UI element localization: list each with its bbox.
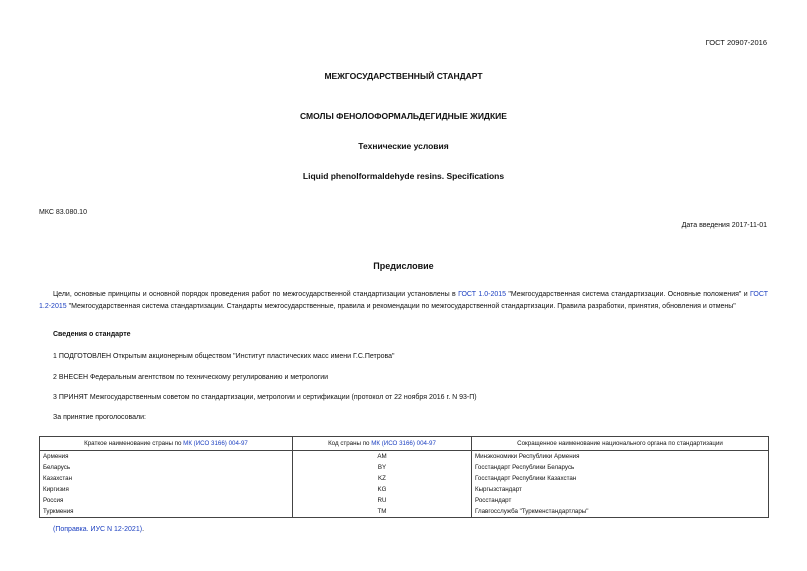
document-code: ГОСТ 20907-2016	[705, 38, 767, 47]
country-cell: Беларусь	[40, 462, 293, 473]
table-row	[40, 506, 769, 518]
code-cell: RU	[293, 495, 472, 506]
body-cell: Минэкономики Республики Армения	[472, 451, 769, 463]
iso-classifier-link[interactable]: МК (ИСО 3166) 004-97	[183, 440, 248, 447]
header-code	[293, 437, 472, 451]
info-item-prepared: 1 ПОДГОТОВЛЕН Открытым акционерным обществом "Институт пластических масс имени Г.С.Петрова"	[53, 353, 395, 360]
body-cell: Госстандарт Республики Беларусь	[472, 462, 769, 473]
preface-text-3: "Межгосударственная система стандартизации. Стандарты межгосударственные, правила и рекомендации по межгосударственной стандартизации. Правила разработки, принятия, обновления и отмены"	[66, 303, 736, 310]
code-cell: AM	[293, 451, 472, 463]
code-cell: KZ	[293, 473, 472, 484]
standard-english-title: Liquid phenolformaldehyde resins. Specifications	[302, 171, 505, 181]
amendment-note	[53, 526, 144, 533]
voting-table	[39, 436, 769, 518]
standard-name-title: СМОЛЫ ФЕНОЛОФОРМАЛЬДЕГИДНЫЕ ЖИДКИЕ	[300, 111, 507, 121]
standard-type-title: МЕЖГОСУДАРСТВЕННЫЙ СТАНДАРТ	[324, 71, 483, 81]
table-row	[40, 484, 769, 495]
table-row	[40, 451, 769, 463]
header-code-text: Код страны по	[328, 440, 372, 447]
info-heading: Сведения о стандарте	[53, 331, 131, 338]
amendment-link[interactable]: (Поправка. ИУС N 12-2021)	[53, 526, 143, 533]
header-country-text: Краткое наименование страны по	[84, 440, 184, 447]
gost-1-0-link[interactable]: ГОСТ 1.0-2015	[458, 291, 507, 298]
code-cell: BY	[293, 462, 472, 473]
country-cell: Киргизия	[40, 484, 293, 495]
mks-code: МКС 83.080.10	[39, 209, 87, 216]
gost-1-2-link[interactable]: ГОСТ 1.2-2015	[39, 291, 768, 310]
preface-text-1: Цели, основные принципы и основной порядок проведения работ по межгосударственной стандартизации установлены в	[53, 291, 459, 298]
country-cell: Казахстан	[40, 473, 293, 484]
body-cell: Главгосслужба "Туркменстандартлары"	[472, 506, 769, 518]
amendment-tail: .	[142, 526, 145, 533]
code-cell: TM	[293, 506, 472, 518]
body-cell: Госстандарт Республики Казахстан	[472, 473, 769, 484]
info-item-adopted: 3 ПРИНЯТ Межгосударственным советом по стандартизации, метрологии и сертификации (протокол от 22 ноября 2016 г. N 93-П)	[53, 394, 477, 401]
intro-date: Дата введения 2017-11-01	[681, 222, 767, 229]
standard-subtitle: Технические условия	[358, 141, 449, 151]
header-body: Сокращенное наименование национального органа по стандартизации	[472, 437, 769, 451]
iso-classifier-link-2[interactable]: МК (ИСО 3166) 004-97	[371, 440, 436, 447]
preface-heading: Предисловие	[373, 261, 434, 271]
table-row	[40, 473, 769, 484]
code-cell: KG	[293, 484, 472, 495]
table-row	[40, 462, 769, 473]
header-country	[40, 437, 293, 451]
info-item-introduced: 2 ВНЕСЕН Федеральным агентством по техническому регулированию и метрологии	[53, 374, 329, 381]
country-cell: Армения	[40, 451, 293, 463]
body-cell: Росстандарт	[472, 495, 769, 506]
voted-label: За принятие проголосовали:	[53, 414, 146, 421]
table-header-row	[40, 437, 769, 451]
preface-paragraph	[39, 289, 768, 313]
body-cell: Кыргызстандарт	[472, 484, 769, 495]
preface-text-2: "Межгосударственная система стандартизации. Основные положения" и	[506, 291, 751, 298]
table-row	[40, 495, 769, 506]
country-cell: Россия	[40, 495, 293, 506]
country-cell: Туркмения	[40, 506, 293, 518]
